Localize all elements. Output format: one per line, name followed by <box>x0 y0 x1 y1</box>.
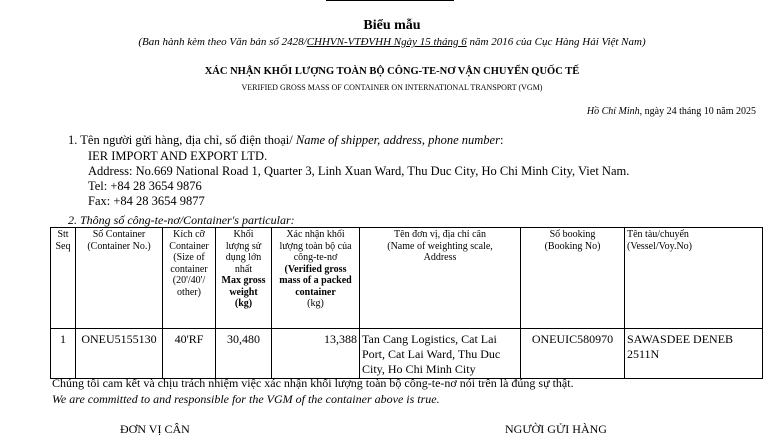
signature-shipper: NGƯỜI GỬI HÀNG <box>505 422 607 436</box>
header-container-no: Số Container (Container No.) <box>76 228 163 329</box>
shipper-tel: Tel: +84 28 3654 9876 <box>88 179 202 193</box>
shipper-address: Address: No.669 National Road 1, Quarter 3, Linh Xuan Ward, Thu Duc City, Ho Chi Minh City, Viet Nam. <box>88 164 630 178</box>
commitment-vn: Chúng tôi cam kết và chịu trách nhiệm việc xác nhận khối lượng toàn bộ công-te-nơ nói trên là đúng sự thật. <box>52 376 574 390</box>
section2-label: 2. Thông số công-te-nơ/Container's particular: <box>68 213 295 227</box>
heading-vietnamese: XÁC NHẬN KHỐI LƯỢNG TOÀN BỘ CÔNG-TE-NƠ VẬN CHUYỂN QUỐC TẾ <box>204 66 580 77</box>
section1-label-vn: 1. Tên người gửi hàng, địa chỉ, số điện thoại/ <box>68 133 296 147</box>
shipper-fax: Fax: +84 28 3654 9877 <box>88 194 205 208</box>
place: Hồ Chí Minh <box>586 106 640 117</box>
form-subtitle <box>0 36 784 48</box>
header-size: Kích cỡ Container (Size of container (20'/40'/ other) <box>163 228 216 329</box>
subtitle-ref: CHHVN-VTĐVHH Ngày 15 tháng 6 <box>306 36 467 48</box>
top-rule <box>326 0 454 1</box>
signature-weighing-unit: ĐƠN VỊ CÂN <box>120 422 190 436</box>
header-booking: Số booking (Booking No) <box>521 228 625 329</box>
cell-vgm: 13,388 <box>272 329 360 379</box>
cell-container-no: ONEU5155130 <box>76 329 163 379</box>
commitment-en: We are committed to and responsible for the VGM of the container above is true. <box>52 392 440 406</box>
section1-label <box>68 133 503 148</box>
place-date <box>587 106 756 117</box>
subtitle-pre: (Ban hành kèm theo Văn bản số 2428/ <box>138 36 307 48</box>
heading-english: VERIFIED GROSS MASS OF CONTAINER ON INTERNATIONAL TRANSPORT (VGM) <box>241 83 543 92</box>
date: , ngày 24 tháng 10 năm 2025 <box>639 106 756 117</box>
header-vessel: Tên tàu/chuyến (Vessel/Voy.No) <box>625 228 763 329</box>
cell-size: 40'RF <box>163 329 216 379</box>
header-seq: Stt Seq <box>51 228 76 329</box>
table-row <box>51 329 763 379</box>
section1-label-end: : <box>499 133 504 147</box>
form-title: Biểu mẫu <box>363 18 421 33</box>
shipper-name: IER IMPORT AND EXPORT LTD. <box>88 149 268 163</box>
section1-label-en: Name of shipper, address, phone number <box>295 133 500 147</box>
table-header-row <box>51 228 763 329</box>
header-max-weight: Khối lượng sử dụng lớn nhất Max gross weight (kg) <box>216 228 272 329</box>
cell-vessel: SAWASDEE DENEB 2511N <box>625 329 763 379</box>
header-weighing: Tên đơn vị, địa chỉ cân (Name of weighting scale, Address <box>360 228 521 329</box>
cell-weighing: Tan Cang Logistics, Cat Lai Port, Cat Lai Ward, Thu Duc City, Ho Chi Minh City <box>360 329 521 379</box>
cell-booking: ONEUIC580970 <box>521 329 625 379</box>
cell-seq: 1 <box>51 329 76 379</box>
cell-max-weight: 30,480 <box>216 329 272 379</box>
container-table <box>50 227 763 379</box>
header-vgm: Xác nhận khối lượng toàn bộ của công-te-nơ (Verified gross mass of a packed container (kg) <box>272 228 360 329</box>
subtitle-post: năm 2016 của Cục Hàng Hải Việt Nam) <box>466 36 646 48</box>
